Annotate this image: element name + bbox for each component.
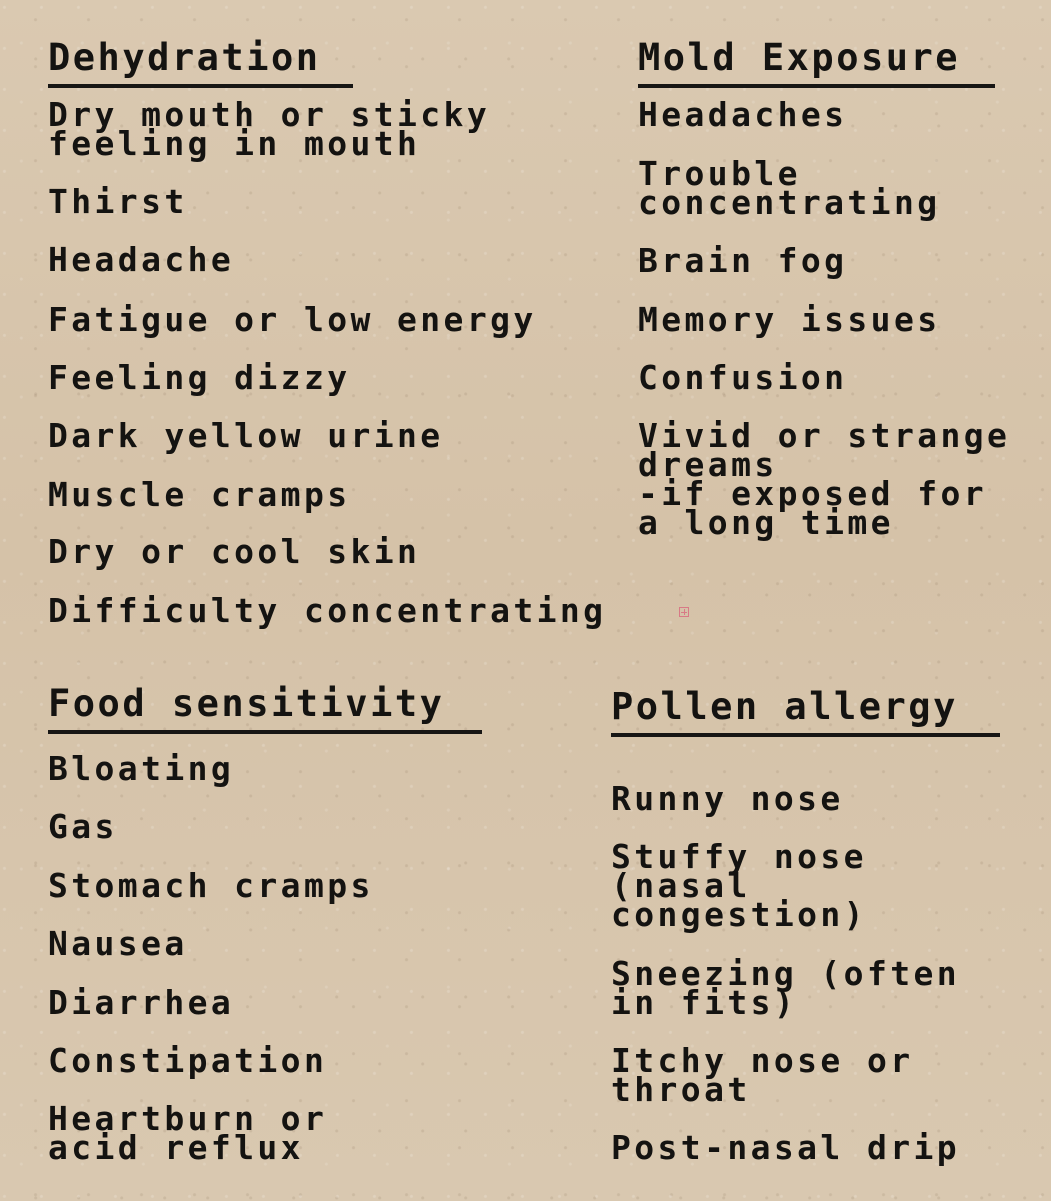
dehydration-item: Muscle cramps bbox=[48, 475, 351, 514]
food-item: Heartburn or acid reflux bbox=[48, 1099, 328, 1167]
mold-item: Brain fog bbox=[638, 241, 848, 280]
dehydration-item: Dry or cool skin bbox=[48, 532, 421, 571]
dehydration-item: Thirst bbox=[48, 182, 188, 221]
dehydration-item: Dark yellow urine bbox=[48, 416, 444, 455]
food-heading: Food sensitivity bbox=[48, 685, 482, 734]
mold-item: Confusion bbox=[638, 358, 848, 397]
mold-item: Trouble concentrating bbox=[638, 154, 941, 222]
dehydration-item: Fatigue or low energy bbox=[48, 300, 537, 339]
dehydration-item: Difficulty concentrating bbox=[48, 591, 607, 630]
mold-heading: Mold Exposure bbox=[638, 39, 995, 88]
dehydration-heading: Dehydration bbox=[48, 39, 353, 88]
food-item: Constipation bbox=[48, 1041, 328, 1080]
pollen-item: Post-nasal drip bbox=[611, 1128, 961, 1167]
dehydration-item: Headache bbox=[48, 240, 235, 279]
mold-item: Headaches bbox=[638, 95, 848, 134]
dehydration-item: Dry mouth or sticky feeling in mouth bbox=[48, 95, 491, 163]
dehydration-item: Feeling dizzy bbox=[48, 358, 351, 397]
pollen-item: Sneezing (often in fits) bbox=[611, 954, 961, 1022]
food-item: Nausea bbox=[48, 924, 188, 963]
pollen-heading: Pollen allergy bbox=[611, 688, 1000, 737]
food-item: Gas bbox=[48, 807, 118, 846]
food-item: Bloating bbox=[48, 749, 235, 788]
food-item: Stomach cramps bbox=[48, 866, 374, 905]
mold-item: Vivid or strange dreams -if exposed for a long time bbox=[638, 416, 1011, 542]
food-item: Diarrhea bbox=[48, 983, 235, 1022]
pollen-item: Itchy nose or throat bbox=[611, 1041, 914, 1109]
mold-item: Memory issues bbox=[638, 300, 941, 339]
pollen-item: Stuffy nose (nasal congestion) bbox=[611, 837, 867, 934]
pollen-item: Runny nose bbox=[611, 779, 844, 818]
anchor-marker-icon bbox=[679, 607, 689, 617]
